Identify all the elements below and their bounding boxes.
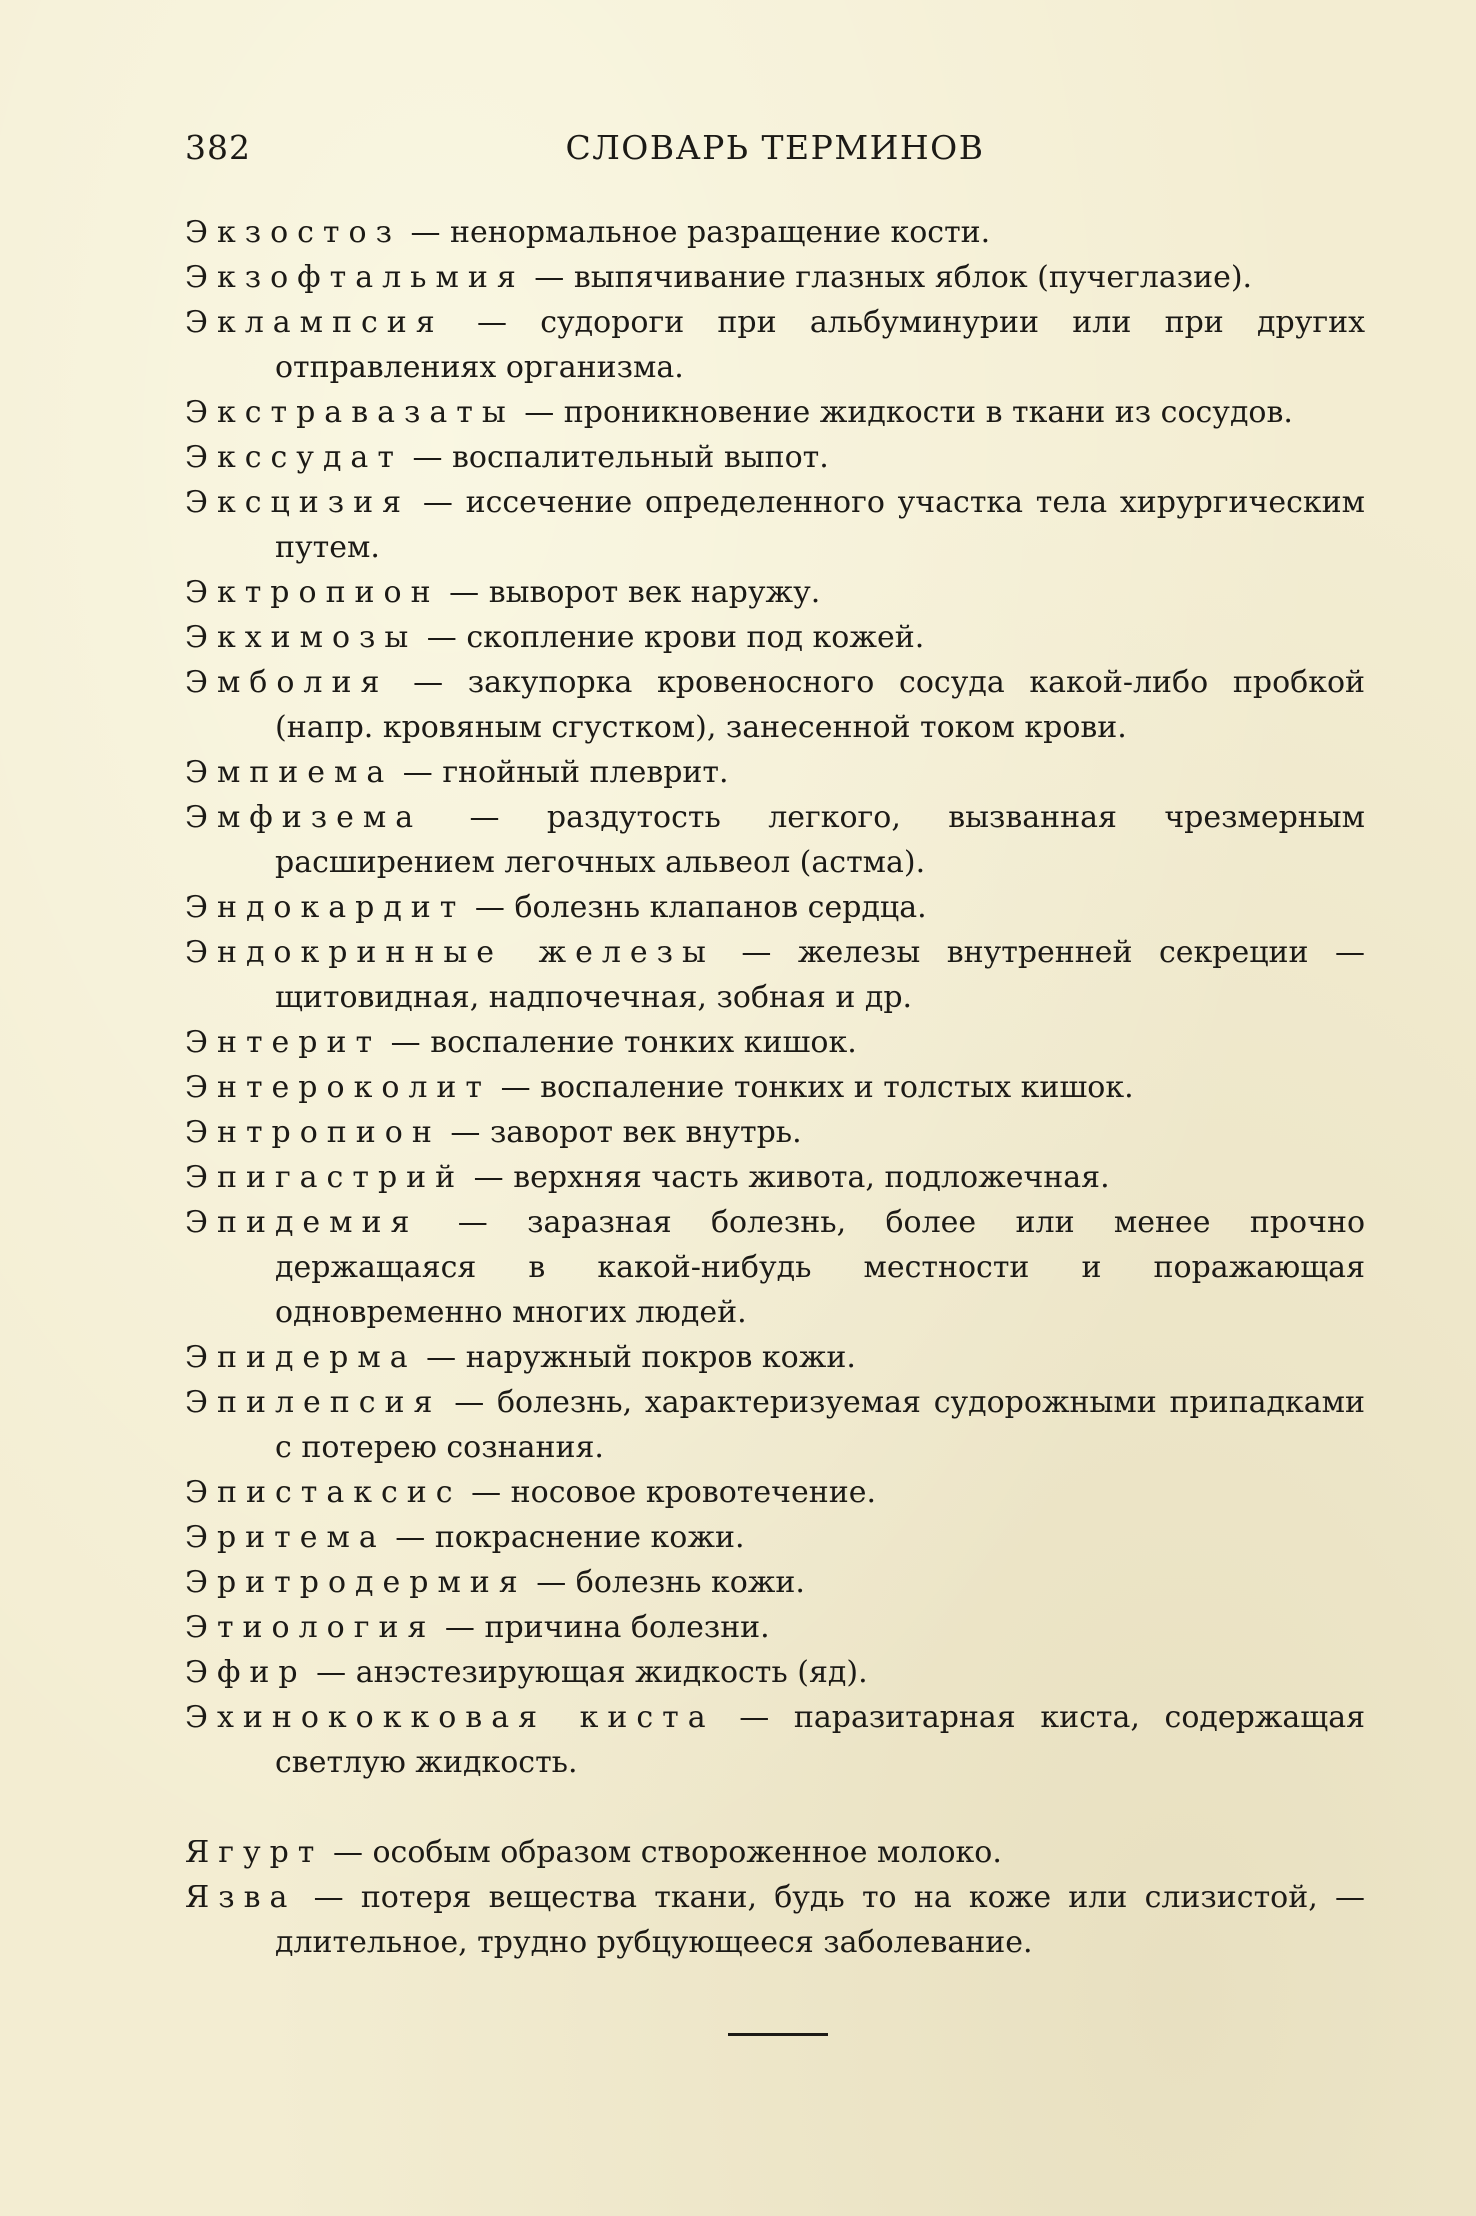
entry-term: Экстравазаты — [185, 395, 515, 430]
glossary-section — [185, 1830, 1365, 1965]
entry-definition: выпячивание глазных яблок (пучеглазие). — [573, 260, 1253, 295]
entry-term: Эктропион — [185, 575, 440, 610]
entry-term: Эпигастрий — [185, 1160, 465, 1195]
glossary-entry — [185, 1830, 1365, 1875]
glossary-entry — [185, 1065, 1365, 1110]
entry-term: Эндокардит — [185, 890, 466, 925]
glossary-entry — [185, 930, 1365, 1020]
entry-definition: выворот век наружу. — [488, 575, 821, 610]
entry-definition: скопление крови под кожей. — [466, 620, 925, 655]
entry-separator: — — [400, 215, 451, 250]
glossary-entry — [185, 570, 1365, 615]
entry-definition: иссечение определенного участка тела хирургическим путем. — [275, 485, 1365, 565]
entry-separator: — — [306, 1655, 356, 1690]
glossary-entry — [185, 615, 1365, 660]
entry-term: Эпидерма — [185, 1340, 417, 1375]
entry-definition: судороги при альбуминурии или при других отправлениях организма. — [275, 305, 1366, 385]
glossary-entry — [185, 435, 1365, 480]
entry-separator: — — [440, 1115, 490, 1150]
entry-separator: — — [410, 485, 466, 520]
entry-definition: особым образом створоженное молоко. — [372, 1835, 1002, 1870]
entry-definition: закупорка кровеносного сосуда какой-либо пробкой (напр. кровяным сгустком), занесенной током крови. — [275, 665, 1365, 745]
glossary-entry — [185, 1155, 1365, 1200]
glossary-entry — [185, 1020, 1365, 1065]
entry-term: Эндокринные железы — [185, 935, 715, 970]
entry-term: Экзофтальмия — [185, 260, 525, 295]
glossary-entry — [185, 1560, 1365, 1605]
entry-term: Эксцизия — [185, 485, 411, 520]
entry-separator: — — [526, 1565, 576, 1600]
glossary-entry — [185, 885, 1365, 930]
entry-definition: покраснение кожи. — [434, 1520, 745, 1555]
entry-term: Эпистаксис — [185, 1475, 462, 1510]
entry-term: Энтерит — [185, 1025, 382, 1060]
entry-separator: — — [381, 1025, 431, 1060]
entry-definition: причина болезни. — [484, 1610, 770, 1645]
end-rule — [728, 2033, 828, 2036]
entry-separator: — — [439, 575, 489, 610]
entry-term: Эмпиема — [185, 755, 394, 790]
entry-separator: — — [385, 1520, 435, 1555]
glossary-entry — [185, 300, 1365, 390]
entry-definition: паразитарная киста, содержащая светлую жидкость. — [275, 1700, 1366, 1780]
entry-definition: болезнь клапанов сердца. — [514, 890, 927, 925]
entry-definition: носовое кровотечение. — [510, 1475, 877, 1510]
entry-term: Экхимозы — [185, 620, 418, 655]
page-number: 382 — [185, 128, 251, 167]
entry-separator: — — [393, 755, 443, 790]
entry-definition: железы внутренней секреции — щитовидная, надпочечная, зобная и др. — [275, 935, 1365, 1015]
glossary-entry — [185, 660, 1365, 750]
glossary-entry — [185, 255, 1365, 300]
entry-definition: воспалительный выпот. — [452, 440, 829, 475]
entry-definition: заворот век внутрь. — [489, 1115, 802, 1150]
entry-separator: — — [714, 935, 798, 970]
entry-definition: болезнь кожи. — [575, 1565, 805, 1600]
entry-term: Энтероколит — [185, 1070, 492, 1105]
entry-separator: — — [402, 440, 452, 475]
entry-term: Эмболия — [185, 665, 389, 700]
entry-definition: гнойный плеврит. — [442, 755, 729, 790]
glossary-entry — [185, 1470, 1365, 1515]
entry-definition: наружный покров кожи. — [465, 1340, 856, 1375]
page-header — [185, 128, 1365, 178]
glossary-entry — [185, 1110, 1365, 1155]
entry-definition: заразная болезнь, более или менее прочно держащаяся в какой-нибудь местности и поражающая одновременно многих людей. — [275, 1205, 1366, 1330]
entry-definition: ненормальное разращение кости. — [450, 215, 991, 250]
entry-term: Эритема — [185, 1520, 386, 1555]
entry-separator: — — [491, 1070, 541, 1105]
entry-separator: — — [435, 1610, 485, 1645]
entry-separator: — — [418, 1205, 528, 1240]
entry-separator: — — [461, 1475, 511, 1510]
glossary-entry — [185, 390, 1365, 435]
entry-definition: болезнь, характеризуемая судорожными припадками с потерею сознания. — [275, 1385, 1365, 1465]
entry-separator: — — [514, 395, 564, 430]
entry-separator: — — [524, 260, 574, 295]
entry-term: Энтропион — [185, 1115, 441, 1150]
glossary-entry — [185, 1605, 1365, 1650]
entry-separator: — — [441, 1385, 497, 1420]
entry-separator: — — [464, 1160, 514, 1195]
entry-definition: воспаление тонких кишок. — [430, 1025, 857, 1060]
glossary-entry — [185, 1515, 1365, 1560]
entry-separator: — — [443, 305, 541, 340]
entry-definition: анэстезирующая жидкость (яд). — [355, 1655, 868, 1690]
glossary-entry — [185, 1335, 1365, 1380]
glossary-entry — [185, 1650, 1365, 1695]
entry-term: Экссудат — [185, 440, 403, 475]
glossary-entry — [185, 210, 1365, 255]
entry-separator: — — [388, 665, 468, 700]
entry-definition: раздутость легкого, вызванная чрезмерным расширением легочных альвеол (астма). — [275, 800, 1365, 880]
entry-term: Эпилепсия — [185, 1385, 442, 1420]
running-title: СЛОВАРЬ ТЕРМИНОВ — [565, 128, 985, 167]
entry-definition: проникновение жидкости в ткани из сосудов. — [563, 395, 1293, 430]
glossary-entry — [185, 1380, 1365, 1470]
entry-separator: — — [714, 1700, 794, 1735]
entry-term: Эфир — [185, 1655, 307, 1690]
glossary-entry — [185, 480, 1365, 570]
entry-separator: — — [465, 890, 515, 925]
entry-term: Эмфизема — [185, 800, 423, 835]
glossary-entry — [185, 1695, 1365, 1785]
entry-separator: — — [417, 620, 467, 655]
entry-term: Язва — [185, 1880, 297, 1915]
entry-term: Ягурт — [185, 1835, 324, 1870]
entry-definition: потеря вещества ткани, будь то на коже или слизистой, — длительное, трудно рубцующееся заболевание. — [275, 1880, 1365, 1960]
entry-separator: — — [296, 1880, 361, 1915]
glossary-entry — [185, 750, 1365, 795]
entry-definition: воспаление тонких и толстых кишок. — [540, 1070, 1134, 1105]
entry-term: Экзостоз — [185, 215, 401, 250]
entry-separator: — — [323, 1835, 373, 1870]
glossary-entry — [185, 1200, 1365, 1335]
entry-term: Эклампсия — [185, 305, 444, 340]
entry-separator: — — [422, 800, 547, 835]
glossary-entry — [185, 795, 1365, 885]
entry-definition: верхняя часть живота, подложечная. — [513, 1160, 1110, 1195]
glossary-entries — [185, 210, 1365, 1965]
entry-term: Эритродермия — [185, 1565, 527, 1600]
entry-term: Эхинококковая киста — [185, 1700, 715, 1735]
entry-term: Этиология — [185, 1610, 436, 1645]
glossary-entry — [185, 1875, 1365, 1965]
glossary-section — [185, 210, 1365, 1785]
entry-term: Эпидемия — [185, 1205, 419, 1240]
entry-separator: — — [416, 1340, 466, 1375]
